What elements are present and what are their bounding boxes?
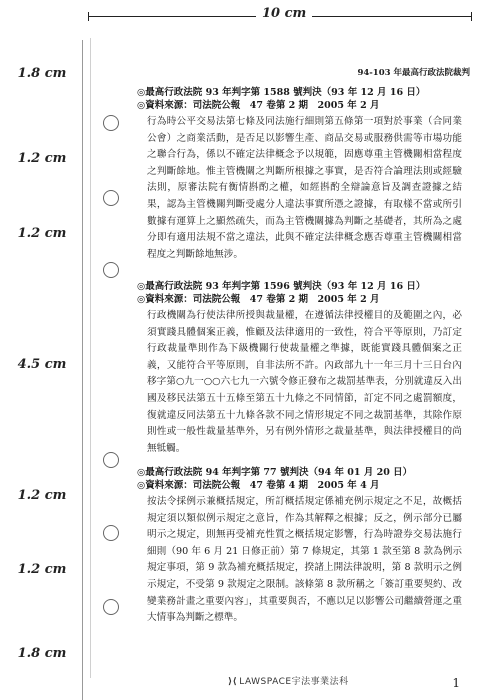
left-ruler-line: [82, 40, 83, 700]
side-margin-label: 1.2 cm: [6, 226, 78, 241]
side-margin-label: 1.2 cm: [6, 488, 78, 503]
top-margin-label: 10 cm: [256, 6, 312, 21]
case-entry: [137, 466, 462, 627]
case-summary: 行為時公平交易法第七條及同法施行細則第五條第一項對於事業（合同業公會）之商業活動，是否足以影響生產、商品交易或服務供需等市場功能之聯合行為，係以不確定法律概念予以規範，固應尊重主管機關相當程度之判斷餘地。惟主管機關之判斷所根據之事實，是否符合論理法則或經驗法則，原審法院有衡情斟酌之權，如經斟酌全辯論意旨及調查證據之結果，認為主管機關判斷受處分人違法事實所憑之證據，有取樣不當或所引數據有運算上之顯然疏失，而為主管機關據為判斷之基礎者，其所為之處分即有適用法規不當之違法，此與不確定法律概念應否尊重主管機關相當程度之判斷餘地無涉。: [147, 116, 462, 260]
case-source: ◎資料來源：司法院公報 47 卷第 4 期 2005 年 4 月: [137, 480, 380, 491]
side-margin-label: 4.5 cm: [6, 357, 78, 372]
logo-brand: LAWSPACE: [239, 677, 292, 687]
case-summary: 行政機關為行使法律所授與裁量權，在遵循法律授權目的及範圍之內，必須實踐具體個案正義，惟顧及法律適用的一致性，符合平等原則，乃訂定行政裁量準則作為下級機關行使裁量權之準據，既能實踐具體個案之正義，又能符合平等原則，自非法所不許。內政部九十一年三月十三日台內移字第○九一○○六七九一六號令修正發布之裁罰基準表，分別就違反入出國及移民法第五十五條至第五十九條之不同情節，訂定不同之處罰額度，復就違反同法第五十九條各款不同之情形規定不同之裁罰基準，其除作原則性或一般性裁量基準外，另有例外情形之裁量基準，與法律授權目的尚無牴觸。: [147, 310, 462, 454]
case-source: ◎資料來源：司法院公報 47 卷第 2 期 2005 年 2 月: [137, 100, 380, 111]
binder-hole: [103, 452, 119, 468]
running-header: 94-103 年最高行政法院裁判: [357, 68, 470, 78]
case-title: ◎最高行政法院 94 年判字第 77 號判決（94 年 01 月 20 日）: [137, 467, 413, 478]
binder-hole: [103, 190, 119, 206]
case-source: ◎資料來源：司法院公報 47 卷第 2 期 2005 年 2 月: [137, 294, 380, 305]
side-margin-label: 1.2 cm: [6, 562, 78, 577]
binder-hole: [103, 262, 119, 278]
binder-hole: [103, 525, 119, 541]
publisher-logo: [228, 674, 349, 687]
side-margin-label: 1.2 cm: [6, 151, 78, 166]
side-margin-label: 1.8 cm: [6, 66, 78, 81]
side-margin-label: 1.8 cm: [6, 646, 78, 661]
case-entry: [137, 280, 462, 457]
case-summary: 按法令採例示兼概括規定，所訂概括規定係補充例示規定之不足，故概括規定須以類似例示規定之意旨，作為其解釋之根據；反之，例示部分已屬明示之規定，則無再受補充性質之概括規定影響，行為時證券交易法施行細則（90 年 6 月 21 日修正前）第 7 條規定，其第 1 款至第 8 款為例示規定事項，第 9 款為補充概括規定，揆諸上開法律說明，第 8 款明示之例示規定，不受第 9 款規定之限制。該條第 8 款所稱之「簽訂重要契約、改變業務計畫之重要內容」，其重要與否，不應以足以影響公司繼續營運之重大情事為判斷之標準。: [147, 496, 462, 624]
case-title: ◎最高行政法院 93 年判字第 1596 號判決（93 年 12 月 16 日）: [137, 281, 426, 292]
binder-hole: [103, 599, 119, 615]
page-number: 1: [452, 676, 460, 690]
logo-brand-cn: 宇法事業法科: [291, 677, 349, 687]
case-entry: [137, 86, 462, 263]
logo-mark-icon: ⟩⟨: [228, 677, 238, 687]
case-title: ◎最高行政法院 93 年判字第 1588 號判決（93 年 12 月 16 日）: [137, 87, 426, 98]
binder-hole: [103, 115, 119, 131]
